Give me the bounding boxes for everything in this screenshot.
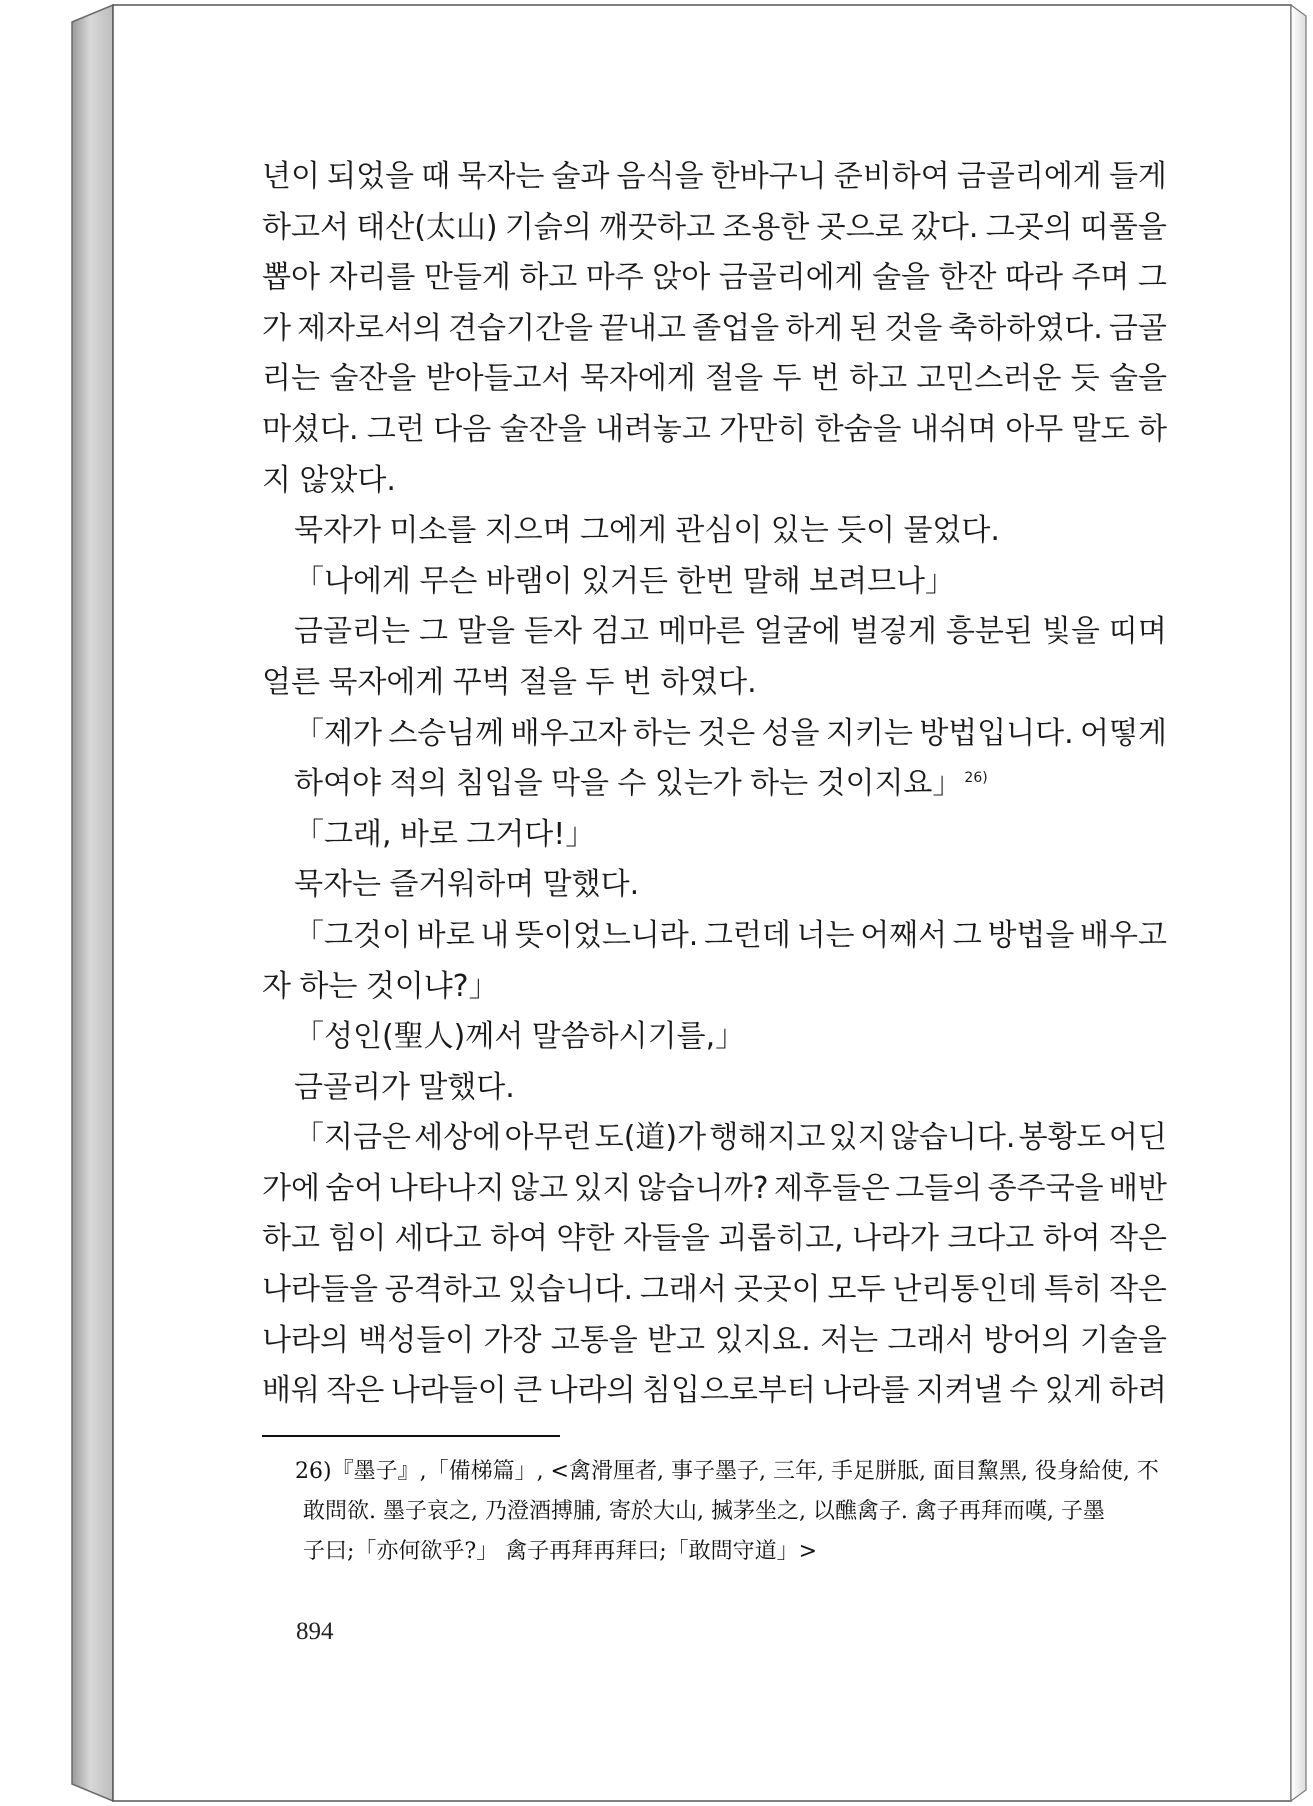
word: 내려놓고: [594, 411, 711, 447]
word: 자들을: [622, 1221, 710, 1257]
word: 백성들이: [358, 1322, 475, 1358]
word: 하는: [750, 766, 809, 802]
word: 약한: [556, 1221, 615, 1257]
word: 묵자는: [294, 867, 381, 903]
word: 묵자에게: [328, 664, 445, 700]
word: 즐거워하며: [389, 867, 535, 903]
word: 나라의: [262, 1322, 349, 1358]
word: 내쉬며: [909, 411, 997, 447]
word: 하여: [1042, 1221, 1101, 1257]
text-line: [262, 1265, 1167, 1316]
word: 「그것이: [294, 917, 411, 953]
word: 검고: [590, 614, 649, 650]
word: 하여: [490, 1221, 549, 1257]
word: 리는: [262, 361, 320, 397]
word: 그: [952, 917, 982, 953]
word: 앉아: [652, 260, 711, 296]
word: 있거든: [581, 563, 668, 599]
word: 하게: [785, 310, 844, 346]
word: 곳곳이: [733, 1272, 821, 1308]
word: 방법입니다.: [919, 715, 1074, 751]
word: 술을: [1108, 361, 1167, 397]
text-line: [262, 860, 1167, 911]
word: 그들의: [895, 1170, 983, 1206]
footnote-line: 26)『墨子』,「備梯篇」, <禽滑厘者, 事子墨子, 三年, 手足胼胝, 面目黧黑, 役身給使, 不: [295, 1459, 1159, 1484]
text-line: [262, 1063, 1167, 1114]
word: 않습니까?: [636, 1170, 769, 1206]
word: 가장: [483, 1322, 542, 1358]
word: 들게: [1108, 159, 1167, 194]
word: 듣자: [523, 614, 582, 650]
word: 얼른: [262, 664, 320, 700]
word: 만들게: [423, 260, 511, 296]
word: 「그래,: [294, 816, 392, 852]
word: 「나에게: [294, 563, 411, 599]
word: 것이지요」 $^{26)}$: [816, 766, 988, 802]
word: 꾸벅: [452, 664, 511, 700]
word: 그런데: [703, 917, 791, 953]
word: 절을: [519, 664, 577, 700]
word: 어딘: [1108, 1120, 1167, 1156]
word: 바램이: [485, 563, 573, 599]
word: 태산(太山): [356, 209, 498, 245]
word: 스승님께: [388, 715, 505, 751]
word: 수: [617, 766, 647, 802]
text-line: [262, 709, 1167, 760]
word: 받아들고서: [425, 361, 571, 397]
text-line: [262, 405, 1167, 456]
word: 기슭의: [504, 209, 592, 245]
text-line: [262, 607, 1167, 658]
word: 미소를: [389, 513, 477, 549]
text-line: [262, 759, 1167, 810]
word: 가: [262, 310, 291, 346]
word: 그래서: [639, 1272, 727, 1308]
word: 공격하고: [384, 1272, 501, 1308]
word: 나라가: [851, 1221, 939, 1257]
word: 봉황도: [1018, 1120, 1106, 1156]
word: 배워: [262, 1373, 320, 1409]
word: 적의: [389, 766, 448, 802]
word: 나라를: [822, 1373, 910, 1409]
word: 자리를: [328, 260, 416, 296]
text-line: [262, 557, 1167, 608]
word: 주며: [1071, 260, 1130, 296]
word: 있는: [770, 513, 829, 549]
text-line: [262, 1164, 1167, 1215]
word: 절을: [705, 361, 764, 397]
word: 그: [1137, 260, 1167, 296]
word: 큰: [513, 1373, 543, 1409]
word: 하고서: [262, 209, 349, 245]
word: 술과: [551, 159, 610, 194]
word: 하여야: [294, 766, 381, 802]
text-line: [262, 1366, 1167, 1417]
word: 다음: [433, 411, 492, 447]
word: 얼굴에: [753, 614, 841, 650]
text-line: [262, 1113, 1167, 1164]
page-number: 894: [296, 1618, 334, 1645]
word: 배반: [1108, 1170, 1167, 1206]
word: 음식을: [616, 159, 704, 194]
word: 세상에: [414, 1120, 502, 1156]
word: 말도: [1071, 411, 1130, 447]
word: 지으며: [484, 513, 572, 549]
footnote-line: 子曰;「亦何欲乎?」 禽子再拜再拜曰;「敢問守道」>: [303, 1539, 818, 1564]
word: 있습니다.: [507, 1272, 634, 1308]
word: 침입을: [455, 766, 543, 802]
word: 띠며: [1108, 614, 1167, 650]
word: 듯이: [837, 513, 896, 549]
word: 바로: [399, 816, 458, 852]
word: 말했다.: [418, 1069, 515, 1105]
word: 물었다.: [903, 513, 1000, 549]
word: 빛을: [1041, 614, 1100, 650]
body-text: [262, 152, 1167, 1417]
word: 나라의: [548, 1373, 636, 1409]
word: 나라들이: [390, 1373, 507, 1409]
word: 성을: [761, 715, 820, 751]
word: 그거다!」: [466, 816, 596, 852]
text-line: [262, 1012, 1167, 1063]
word: 보려므나」: [809, 563, 956, 599]
word: 제자로서의: [297, 310, 442, 346]
word: 아무런: [504, 1120, 592, 1156]
word: 그래서: [887, 1322, 975, 1358]
word: 하고: [849, 361, 908, 397]
word: 것이냐?」: [365, 968, 499, 1004]
word: 말씀하시기를,」: [531, 1019, 746, 1055]
word: 어째서: [860, 917, 948, 953]
footnote-line: 敢問欲. 墨子哀之, 乃澄酒搏脯, 寄於大山, 搣茅坐之, 以醮禽子. 禽子再拜而嘆, 子墨: [303, 1499, 1105, 1524]
text-line: [262, 911, 1167, 962]
word: 축하하였다.: [948, 310, 1103, 346]
text-line: [262, 962, 1167, 1013]
word: 술잔을: [329, 361, 417, 397]
word: 메마른: [657, 614, 745, 650]
word: 배우고: [1080, 917, 1167, 953]
text-line: [262, 1214, 1167, 1265]
word: 모두: [827, 1272, 886, 1308]
word: 하려: [1108, 1373, 1167, 1409]
word: 작은: [1109, 1221, 1167, 1257]
word: 그런: [366, 411, 425, 447]
word: 금골리는: [294, 614, 410, 650]
word: 작은: [326, 1373, 385, 1409]
word: 술잔을: [499, 411, 587, 447]
word: 있지: [828, 1120, 887, 1156]
word: 곳으로: [816, 209, 904, 245]
word: 하고: [519, 260, 578, 296]
word: 나타나지: [388, 1170, 505, 1206]
text-line: [262, 253, 1167, 304]
word: 수: [1009, 1373, 1039, 1409]
word: 두: [772, 361, 802, 397]
word: 않습니다.: [889, 1120, 1016, 1156]
word: 갔다.: [910, 209, 979, 245]
text-line: [262, 810, 1167, 861]
word: 그에게: [580, 513, 667, 549]
word: 금골리에게: [956, 159, 1102, 194]
word: 한바구니: [710, 159, 827, 194]
word: 행해지고: [709, 1120, 826, 1156]
word: 아무: [1005, 411, 1064, 447]
word: 고통을: [550, 1322, 638, 1358]
footnote-reference: 26): [964, 770, 988, 787]
word: 막을: [551, 766, 610, 802]
word: 말했다.: [542, 867, 640, 903]
word: 저는: [820, 1322, 879, 1358]
word: 견습기간을: [448, 310, 593, 346]
word: 년이: [262, 159, 320, 194]
word: 흥분된: [945, 614, 1033, 650]
word: 고민스러운: [916, 361, 1062, 397]
word: 묵자에게: [579, 361, 696, 397]
word: 것은: [697, 715, 756, 751]
word: 금골리가: [294, 1069, 410, 1105]
word: 두: [585, 664, 615, 700]
word: 술을: [872, 260, 931, 296]
text-line: [262, 203, 1167, 254]
word: 한번: [676, 563, 735, 599]
word: 하고: [262, 1221, 320, 1257]
word: 관심이: [675, 513, 763, 549]
word: 숨어: [325, 1170, 384, 1206]
word: 묵자는: [457, 159, 545, 194]
word: 괴롭히고,: [718, 1221, 844, 1257]
word: 띠풀을: [1079, 209, 1167, 245]
text-line: [262, 1316, 1167, 1367]
word: 난리통인데: [892, 1272, 1038, 1308]
text-line: [262, 658, 1167, 709]
word: 내: [480, 917, 510, 953]
word: 것을: [884, 310, 943, 346]
text-line: [262, 354, 1167, 405]
word: 「지금은: [294, 1120, 411, 1156]
word: 마셨다.: [262, 411, 359, 447]
word: 하는: [632, 715, 691, 751]
word: 그: [418, 614, 448, 650]
word: 도(道)가: [594, 1120, 707, 1156]
text-line: [262, 506, 1167, 557]
word: 있게: [1044, 1373, 1103, 1409]
word: 힘이: [328, 1221, 387, 1257]
word: 한잔: [938, 260, 997, 296]
word: 어떻게: [1079, 715, 1167, 751]
word: 깨끗하고: [599, 209, 716, 245]
word: 제후들은: [773, 1170, 890, 1206]
word: 받고: [647, 1322, 706, 1358]
word: 금골: [1108, 310, 1167, 346]
word: 너는: [796, 917, 855, 953]
word: 크다고: [947, 1221, 1035, 1257]
word: 하였다.: [660, 664, 757, 700]
word: 않고: [510, 1170, 568, 1206]
word: 방법을: [987, 917, 1075, 953]
word: 말을: [456, 614, 515, 650]
word: 자: [262, 968, 291, 1004]
word: 기술을: [1079, 1322, 1167, 1358]
word: 뜻이었느니라.: [514, 917, 699, 953]
word: 마주: [585, 260, 644, 296]
word: 한숨을: [814, 411, 902, 447]
word: 듯: [1070, 361, 1100, 397]
word: 따라: [1004, 260, 1063, 296]
word: 나라들을: [262, 1272, 378, 1308]
word: 배우고자: [510, 715, 627, 751]
word: 지키는: [825, 715, 913, 751]
footnote-divider: [262, 1435, 560, 1437]
word: 벌겋게: [849, 614, 937, 650]
word: 바로: [416, 917, 475, 953]
word: 하는: [299, 968, 358, 1004]
word: 침입으로부터: [641, 1373, 816, 1409]
word: 말해: [742, 563, 801, 599]
word: 되었을: [327, 159, 415, 194]
word: 된: [849, 310, 879, 346]
word: 있는가: [654, 766, 742, 802]
text-line: [262, 456, 1167, 507]
text-line: [262, 152, 1167, 203]
word: 번: [622, 664, 652, 700]
word: 「성인(聖人)께서: [294, 1019, 524, 1055]
word: 졸업을: [692, 310, 780, 346]
word: 무슨: [419, 563, 478, 599]
word: 조용한: [722, 209, 810, 245]
word: 세다고: [394, 1221, 482, 1257]
word: 않았다.: [299, 462, 396, 498]
word: 묵자가: [294, 513, 381, 549]
footnote: [295, 1452, 1165, 1572]
word: 준비하여: [833, 159, 950, 194]
word: 금골리에게: [718, 260, 864, 296]
word: 지: [262, 462, 291, 498]
word: 가에: [262, 1170, 320, 1206]
word: 있지: [573, 1170, 632, 1206]
text-line: [262, 304, 1167, 355]
word: 때: [421, 159, 451, 194]
word: 있지요.: [714, 1322, 811, 1358]
word: 끝내고: [599, 310, 687, 346]
word: 종주국을: [987, 1170, 1104, 1206]
word: 작은: [1108, 1272, 1167, 1308]
word: 방어의: [983, 1322, 1071, 1358]
word: 뽑아: [262, 260, 320, 296]
word: 지켜낼: [915, 1373, 1003, 1409]
word: 하: [1138, 411, 1167, 447]
word: 그곳의: [985, 209, 1073, 245]
word: 번: [810, 361, 840, 397]
word: 「제가: [294, 715, 382, 751]
word: 특히: [1044, 1272, 1103, 1308]
word: 가만히: [719, 411, 807, 447]
